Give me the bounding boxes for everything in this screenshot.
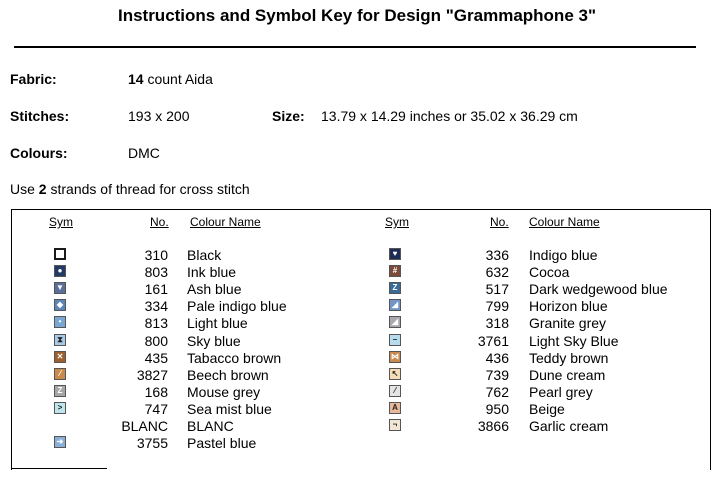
colour-name: Light blue [187,315,248,331]
circle-icon: ● [54,265,66,277]
header-sym-right: Sym [385,215,409,229]
dmc-number: 435 [144,350,168,366]
table-row [0,367,714,384]
dmc-number: 336 [485,247,509,263]
heart-icon: ♥ [389,248,401,260]
stitches-value: 193 x 200 [128,108,190,124]
fabric-count: 14 [128,71,144,87]
dmc-number: 739 [485,367,509,383]
fabric-label: Fabric: [10,71,57,87]
header-sym-left: Sym [49,215,73,229]
slash-mark-icon: ⁄ [54,368,66,380]
hourglass-icon: ⧗ [54,334,66,346]
dmc-number: 3761 [477,333,509,349]
colours-label: Colours: [10,145,68,161]
dmc-number: 310 [144,247,168,263]
caret-mark-icon: ↖ [389,368,401,380]
z-mark-icon: Z [54,385,66,397]
dmc-number: 813 [144,315,168,331]
table-row [0,315,714,332]
header-name-right: Colour Name [529,215,600,229]
size-label: Size: [272,108,305,124]
strands-post: strands of thread for cross stitch [46,181,250,197]
a-mark-icon: A [389,402,401,414]
header-name-left: Colour Name [190,215,261,229]
triangle-down-icon: ▼ [54,282,66,294]
colour-name: BLANC [187,418,234,434]
z-mark-icon: Z [389,282,401,294]
dmc-number: 3866 [477,418,509,434]
bowtie-icon: ⋈ [391,352,399,361]
colour-name: Pastel blue [187,435,257,451]
dot-icon: • [54,316,66,328]
gt-mark-icon: > [54,402,66,414]
table-row [0,298,714,315]
colour-name: Cocoa [529,264,570,280]
hash-mark-icon: # [389,265,401,277]
title-rule [14,46,696,48]
table-row [0,264,714,281]
colour-name: Light Sky Blue [529,333,619,349]
corner-mark-icon: ¬ [389,419,401,431]
dmc-number: 632 [485,264,509,280]
colour-name: Dune cream [529,367,606,383]
table-bottom-rule [11,468,107,469]
colour-name: Black [187,247,222,263]
colour-name: Tabacco brown [187,350,282,366]
colour-name: Ash blue [187,281,242,297]
colour-name: Beige [529,401,565,417]
colour-name: Dark wedgewood blue [529,281,668,297]
dmc-number: BLANC [121,418,168,434]
dmc-number: 517 [485,281,509,297]
colour-name: Pale indigo blue [187,298,287,314]
dmc-number: 762 [485,384,509,400]
colour-name: Indigo blue [529,247,598,263]
dmc-number: 800 [144,333,168,349]
dmc-number: 803 [144,264,168,280]
fabric-type: count Aida [143,71,213,87]
colour-name: Mouse grey [187,384,261,400]
size-value: 13.79 x 14.29 inches or 35.02 x 36.29 cm [321,108,578,124]
colour-name: Sea mist blue [187,401,272,417]
colour-name: Teddy brown [529,350,609,366]
colour-name: Garlic cream [529,418,609,434]
stitches-label: Stitches: [10,108,70,124]
slash-mark-icon: ⁄ [389,385,401,397]
colours-value: DMC [128,145,160,161]
table-row [0,435,714,452]
table-row [0,333,714,350]
table-row [0,401,714,418]
triangle-corner-icon: ◢ [389,316,401,328]
dmc-number: 950 [485,401,509,417]
dmc-number: 799 [485,298,509,314]
table-row [0,384,714,401]
strands-pre: Use [10,181,39,197]
arrow-right-icon: ➜ [54,436,66,448]
table-row [0,418,714,435]
dash-mark-icon: – [389,334,401,346]
strands-count: 2 [38,181,47,197]
colour-name: Ink blue [187,264,237,280]
colour-name: Beech brown [187,367,269,383]
table-row [0,350,714,367]
table-row [0,281,714,298]
dmc-number: 436 [485,350,509,366]
triangle-corner-icon: ◢ [389,299,401,311]
fabric-value [128,71,213,87]
table-row [0,247,714,264]
colour-name: Pearl grey [529,384,593,400]
dmc-number: 747 [144,401,168,417]
header-no-left: No. [150,215,169,229]
colour-name: Sky blue [187,333,241,349]
dmc-number: 334 [144,298,168,314]
colour-name: Horizon blue [529,298,608,314]
dmc-number: 318 [485,315,509,331]
colour-name: Granite grey [529,315,607,331]
page-title: Instructions and Symbol Key for Design "Grammaphone 3" [117,6,597,25]
strands-instruction [10,181,250,197]
diamond-icon: ◆ [54,299,66,311]
x-mark-icon: ✕ [54,351,66,363]
dmc-number: 3827 [136,367,168,383]
dmc-number: 3755 [136,435,168,451]
dmc-number: 168 [144,384,168,400]
header-no-right: No. [490,215,509,229]
dmc-number: 161 [144,281,168,297]
